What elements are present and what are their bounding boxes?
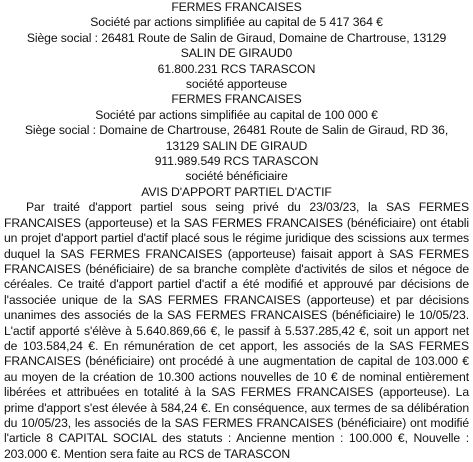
beneficiaire-city: 13129 SALIN DE GIRAUD: [165, 138, 308, 153]
notice-title: AVIS D'APPORT PARTIEL D'ACTIF: [141, 184, 332, 199]
apporteuse-capital: Société par actions simplifiée au capital de 5 417 364 €: [90, 15, 383, 30]
apporteuse-rcs: 61.800.231 RCS TARASCON: [157, 61, 316, 76]
apporteuse-city: SALIN DE GIRAUD0: [180, 46, 293, 61]
beneficiaire-rcs: 911.989.549 RCS TARASCON: [154, 154, 319, 169]
beneficiaire-capital: Société par actions simplifiée au capital de 100 000 €: [95, 107, 378, 122]
apporteuse-role: société apporteuse: [185, 77, 288, 92]
beneficiaire-name: FERMES FRANCAISES: [171, 92, 302, 107]
beneficiaire-address: Siège social : Domaine de Chartrouse, 26481 Route de Salin de Giraud, RD 36,: [24, 123, 449, 138]
notice-body: Par traité d'apport partiel sous seing privé du 23/03/23, la SAS FERMES FRANCAISES (apporteuse) et la SAS FERMES FRANCAISES (bénéficiaire) ont établi un projet d'apport partiel d'actif placé sous le régime juridique des scissions aux termes duquel la SAS FERMES FRANCAISES (apporteuse) faisait apport à SAS FERMES FRANCAISES (bénéficiaire) de sa branche complète d'activités de silos et négoce de céréales. Ce traité d'apport partiel d'actif a été modifié et approuvé par décisions de l'associée unique de la SAS FERMES FRANCAISES (apporteuse) et par décisions unanimes des associés de la SAS FERMES FRANCAISES (bénéficiaire) le 10/05/23. L'actif apporté s'élève à 5.640.869,66 €, le passif à 5.537.285,42 €, soit un apport net de 103.584,24 €. En rémunération de cet apport, les associés de la SAS FERMES FRANCAISES (bénéficiaire) ont procédé à une augmentation de capital de 103.000 € au moyen de la création de 10.300 actions nouvelles de 10 € de nominal entièrement libérées et attribuées en totalité à la SAS FERMES FRANCAISES (apporteuse). La prime d'apport s'est élevée à 584,24 €. En conséquence, aux termes de sa délibération du 10/05/23, les associés de la SAS FERMES FRANCAISES (bénéficiaire) ont modifié l'article 8 CAPITAL SOCIAL des statuts : Ancienne mention : 100.000 €, Nouvelle : 203.000 €. Mention sera faite au RCS de TARASCON: [4, 200, 469, 461]
apporteuse-address: Siège social : 26481 Route de Salin de Giraud, Domaine de Chartrouse, 13129: [26, 30, 447, 45]
beneficiaire-role: société bénéficiaire: [185, 169, 288, 184]
apporteuse-name: FERMES FRANCAISES: [171, 0, 302, 14]
